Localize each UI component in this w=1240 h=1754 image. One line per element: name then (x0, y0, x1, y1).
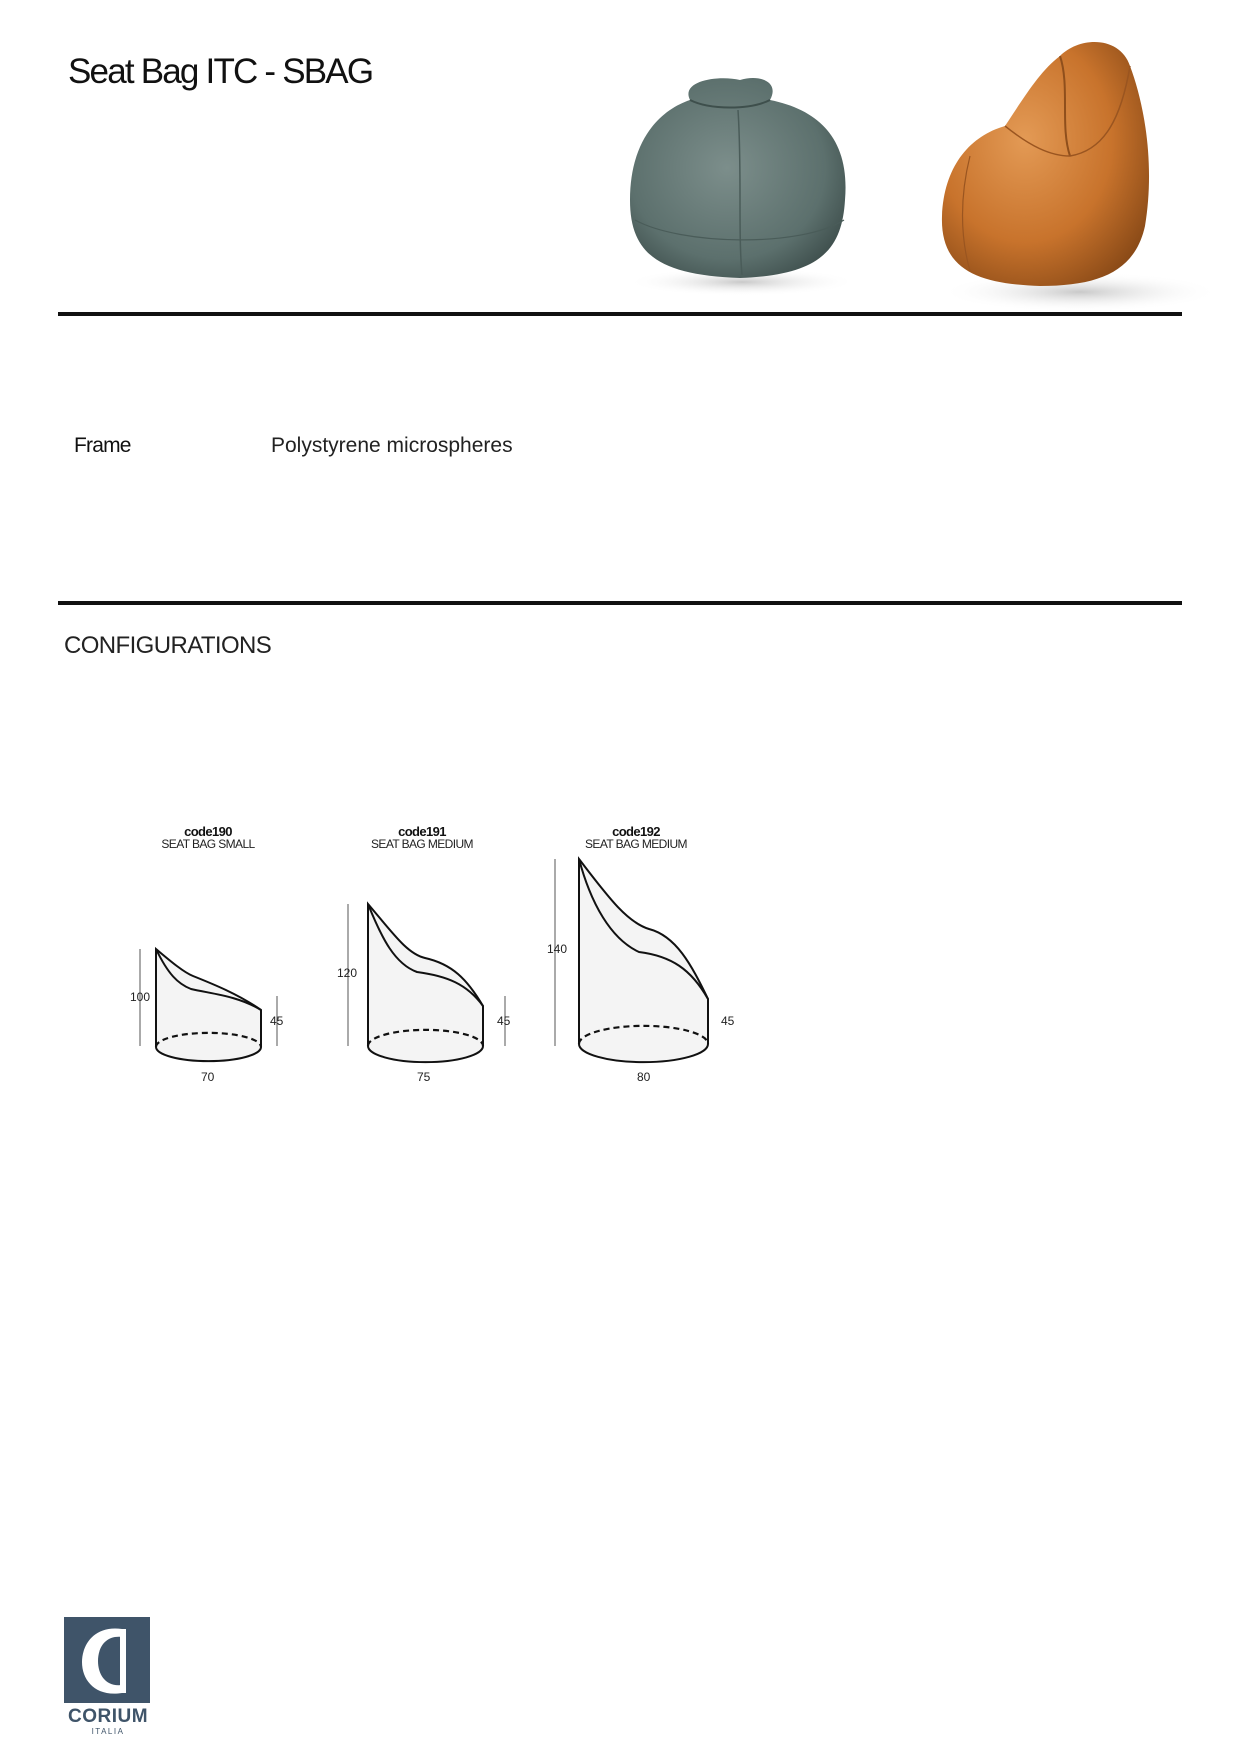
page-title: Seat Bag ITC - SBAG (68, 52, 373, 91)
brand-logo-mark (64, 1617, 150, 1703)
dim-width: 80 (637, 1070, 651, 1084)
dim-width: 70 (201, 1070, 215, 1084)
spec-label-frame: Frame (74, 434, 131, 457)
dim-width: 75 (417, 1070, 431, 1084)
brand-logo (64, 1617, 150, 1703)
section-divider (58, 601, 1182, 605)
bag-small-diagram (123, 824, 293, 1104)
product-photo-grey (620, 70, 860, 300)
product-photo-orange (930, 36, 1230, 326)
bag-medium-diagram (337, 824, 507, 1104)
config-name: SEAT BAG SMALL (161, 837, 255, 851)
header-divider (58, 312, 1182, 316)
config-item-192 (547, 824, 735, 1104)
dim-seat-height: 45 (270, 1014, 284, 1028)
config-name: SEAT BAG MEDIUM (371, 837, 473, 851)
config-code: code190 (184, 824, 232, 839)
dim-height: 120 (337, 966, 358, 980)
dim-seat-height: 45 (721, 1014, 735, 1028)
config-code: code192 (612, 824, 660, 839)
config-name: SEAT BAG MEDIUM (585, 837, 687, 851)
dim-height: 140 (547, 942, 568, 956)
config-item-190 (123, 824, 293, 1104)
spec-value-frame: Polystyrene microspheres (271, 434, 513, 457)
bag-large-diagram (551, 824, 721, 1104)
config-code: code191 (398, 824, 446, 839)
dim-height: 100 (130, 990, 151, 1004)
brand-sub: ITALIA (91, 1727, 125, 1736)
brand-name: CORIUM (67, 1706, 149, 1727)
dim-seat-height: 45 (497, 1014, 511, 1028)
config-item-191 (337, 824, 511, 1104)
configurations-title: CONFIGURATIONS (64, 632, 272, 659)
